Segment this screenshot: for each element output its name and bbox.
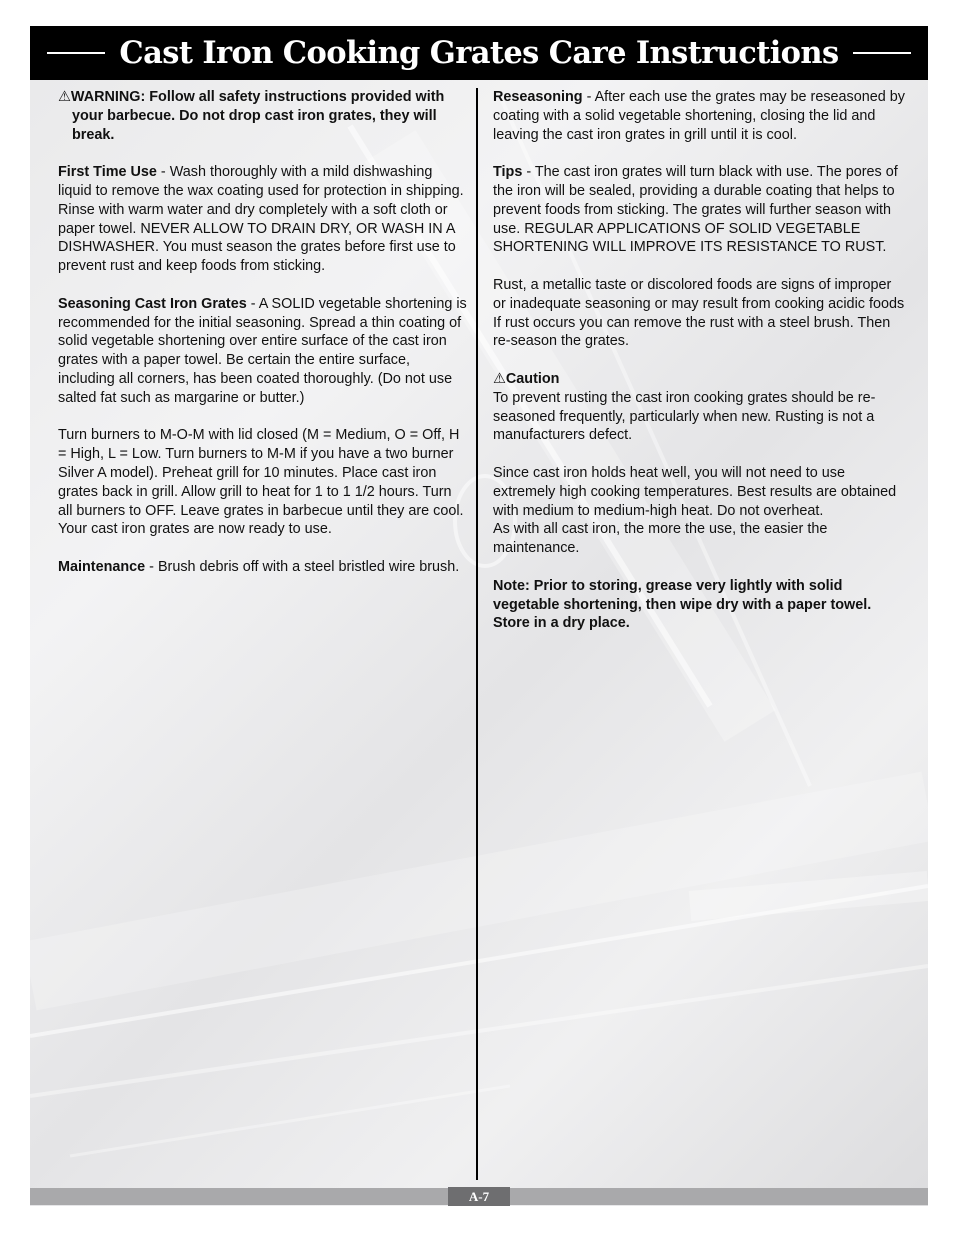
caution-paragraph bbox=[493, 370, 905, 445]
caution-heading: Caution bbox=[505, 370, 560, 387]
warning-paragraph bbox=[58, 88, 468, 144]
reseasoning-paragraph bbox=[493, 88, 905, 144]
right-column bbox=[493, 88, 905, 652]
maintenance-ease-text: As with all cast iron, the more the use, the easier the maintenance. bbox=[493, 521, 828, 557]
burners-paragraph: Turn burners to M-O-M with lid closed (M = Medium, O = Off, H = High, L = Low. Turn burners to M-M if you have a two burner Silver A model). Preheat grill for 10 minutes. Place cast iron grates back in grill. Allow grill to heat for 1 to 1 1/2 hours. Turn all burners to OFF. Leave grates in barbecue until they are cool. Your cast iron grates are now ready to use. bbox=[58, 427, 464, 538]
first-time-use-paragraph bbox=[58, 163, 468, 276]
seasoning-heading: Seasoning Cast Iron Grates bbox=[58, 295, 247, 312]
warning-triangle-icon: ⚠ bbox=[58, 89, 71, 105]
title-banner bbox=[30, 26, 928, 80]
first-time-use-heading: First Time Use bbox=[58, 164, 157, 181]
heat-paragraph bbox=[493, 464, 905, 558]
page-title: Cast Iron Cooking Grates Care Instructions bbox=[119, 35, 839, 71]
reseasoning-heading: Reseasoning bbox=[493, 89, 583, 105]
tips-heading: Tips bbox=[493, 164, 523, 181]
tips-paragraph bbox=[493, 163, 905, 257]
first-time-use-text: - Wash thoroughly with a mild dishwashing liquid to remove the wax coating used for protection in shipping. Rinse with warm water and dry completely with a soft cloth or paper towel. NEVER ALLOW TO DRAIN DRY, OR WASH IN A DISHWASHER. You must season the grates before first use to prevent rust and keep foods from sticking. bbox=[58, 164, 464, 275]
page-number: A-7 bbox=[448, 1187, 510, 1206]
title-rule-left bbox=[47, 52, 105, 54]
reseasoning-text: - After each use the grates may be reseasoned by coating with a solid vegetable shortening, closing the lid and leaving the cast iron grates in grill until it is cool. bbox=[493, 89, 905, 143]
seasoning-paragraph bbox=[58, 295, 468, 408]
caution-triangle-icon: ⚠ bbox=[493, 370, 506, 387]
column-divider bbox=[476, 88, 478, 1180]
tips-text: - The cast iron grates will turn black with use. The pores of the iron will be sealed, providing a durable coating that helps to prevent foods from sticking. The grates will further season with use. REGULAR APPLICATIONS OF SOLID VEGETABLE SHORTENING WILL IMPROVE ITS RESISTANCE TO RUST. bbox=[493, 164, 898, 256]
heat-text: Since cast iron holds heat well, you will not need to use extremely high cooking temperatures. Best results are obtained with medium to medium-high heat. Do not overheat. bbox=[493, 464, 897, 519]
maintenance-paragraph bbox=[58, 558, 468, 577]
warning-text: WARNING: Follow all safety instructions provided with your barbecue. Do not drop cast iron grates, they will break. bbox=[70, 89, 445, 143]
maintenance-text: - Brush debris off with a steel bristled wire brush. bbox=[145, 558, 460, 575]
rust-paragraph: Rust, a metallic taste or discolored foods are signs of improper or inadequate seasoning or may result from cooking acidic foods If rust occurs you can remove the rust with a steel brush. Then re-season the grates. bbox=[493, 276, 905, 350]
caution-text: To prevent rusting the cast iron cooking grates should be re-seasoned frequently, particularly when new. Rusting is not a manufacturers defect. bbox=[493, 389, 876, 444]
left-column bbox=[58, 88, 468, 596]
maintenance-heading: Maintenance bbox=[58, 558, 146, 575]
caution-heading-line bbox=[493, 371, 559, 387]
title-rule-right bbox=[853, 52, 911, 54]
seasoning-text: - A SOLID vegetable shortening is recommended for the initial seasoning. Spread a thin coating of solid vegetable shortening over entire surface of the cast iron grates with a paper towel. Be certain the entire surface, including all corners, has been coated thoroughly. (Do not use salted fat such as margarine or butter.) bbox=[58, 295, 467, 406]
storage-note: Note: Prior to storing, grease very lightly with solid vegetable shortening, then wipe dry with a paper towel. Store in a dry place. bbox=[493, 577, 872, 632]
